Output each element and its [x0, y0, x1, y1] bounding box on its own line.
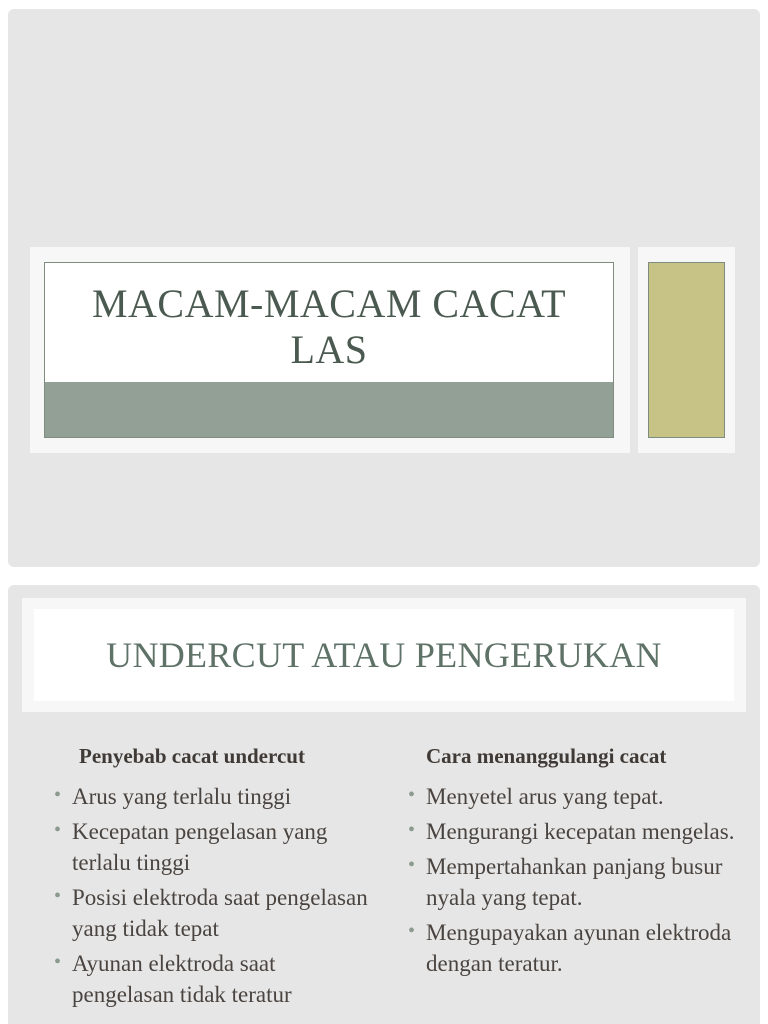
bullet-icon: • [408, 784, 416, 806]
causes-column [52, 743, 372, 1014]
bullet-icon: • [54, 951, 62, 973]
bullet-icon: • [408, 854, 416, 876]
remedies-column [406, 743, 736, 983]
list-item-text: Mengurangi kecepatan mengelas. [426, 819, 735, 844]
title-slide [8, 9, 760, 567]
title-band [45, 382, 613, 437]
title-frame [30, 247, 630, 453]
list-item [406, 851, 736, 913]
remedies-list [406, 781, 736, 979]
bullet-icon: • [54, 819, 62, 841]
list-item-text: Menyetel arus yang tepat. [426, 784, 664, 809]
remedies-title: Cara menanggulangi cacat [426, 744, 667, 768]
list-item [52, 781, 372, 812]
heading-frame [22, 598, 746, 712]
accent-frame [638, 247, 735, 453]
slide-title: MACAM-MACAM CACAT LAS [91, 281, 567, 372]
title-box [44, 262, 614, 438]
bullet-icon: • [408, 819, 416, 841]
list-item [406, 781, 736, 812]
bullet-icon: • [408, 920, 416, 942]
list-item [406, 816, 736, 847]
list-item-text: Posisi elektroda saat pengelasan yang tidak tepat [72, 885, 368, 941]
list-item-text: Mengupayakan ayunan elektroda dengan teratur. [426, 920, 732, 976]
bullet-icon: • [54, 885, 62, 907]
list-item [52, 948, 372, 1010]
list-item-text: Mempertahankan panjang busur nyala yang tepat. [426, 854, 723, 910]
heading-box [34, 609, 734, 701]
causes-list [52, 781, 372, 1010]
list-item [406, 917, 736, 979]
list-item-text: Ayunan elektroda saat pengelasan tidak teratur [72, 951, 292, 1007]
list-item [52, 882, 372, 944]
accent-block [648, 262, 725, 438]
list-item-text: Arus yang terlalu tinggi [72, 784, 292, 809]
content-slide [8, 585, 760, 1024]
list-item-text: Kecepatan pengelasan yang terlalu tinggi [72, 819, 328, 875]
bullet-icon: • [54, 784, 62, 806]
list-item [52, 816, 372, 878]
causes-title: Penyebab cacat undercut [79, 744, 305, 768]
slide-heading: UNDERCUT ATAU PENGERUKAN [106, 635, 662, 675]
